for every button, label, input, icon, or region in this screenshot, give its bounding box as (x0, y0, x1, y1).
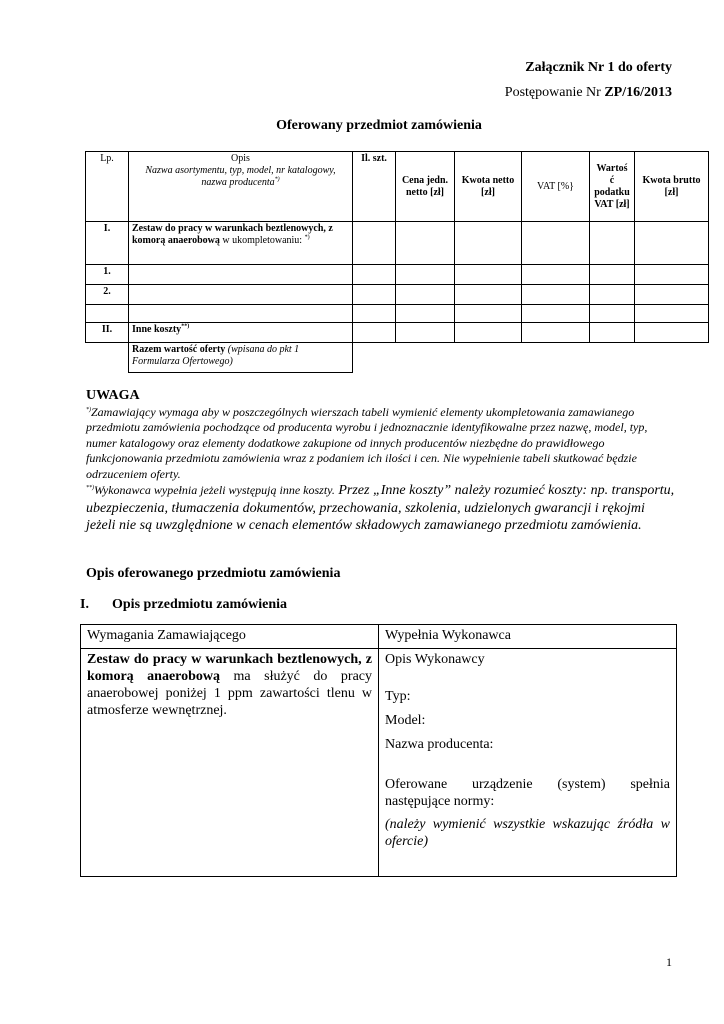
cell-gross[interactable] (635, 285, 709, 305)
cell-unit-price[interactable] (396, 305, 455, 323)
cell-unit-price[interactable] (396, 265, 455, 285)
section-heading (80, 597, 287, 613)
row-description-bold: Zestaw do pracy w warunkach beztlenowych, z komorą anaerobową (132, 223, 333, 246)
header-vat: VAT [%} (522, 152, 590, 222)
cell-vat-value[interactable] (590, 285, 635, 305)
header-opis-sup: *) (274, 176, 280, 183)
total-label: Razem wartość oferty (132, 344, 226, 355)
table-header-row (86, 152, 709, 222)
annex-label (525, 60, 672, 76)
cell-empty (353, 343, 709, 373)
row-lp: II. (86, 323, 129, 343)
procedure-number (505, 85, 672, 101)
cell-vat-value[interactable] (590, 305, 635, 323)
requirement-cell (81, 649, 379, 877)
norms-note: (należy wymienić wszystkie wskazując źródła w ofercie) (385, 817, 670, 849)
note-1-marker: *) (86, 407, 91, 413)
table-row (86, 265, 709, 285)
requirement-text: ma służyć do pracy anaerobowej poniżej 1 ppm zawartości tlenu w atmosferze wewnętrznej. (87, 669, 372, 718)
description-heading: Opis oferowanego przedmiotu zamówienia (86, 566, 341, 581)
section-number: I. (80, 597, 89, 612)
cell-net[interactable] (455, 285, 522, 305)
section-title: Opis przedmiotu zamówienia (112, 597, 287, 612)
cell-unit-price[interactable] (396, 222, 455, 265)
row-total (129, 343, 353, 373)
table-row-total (86, 343, 709, 373)
procedure-prefix: Postępowanie Nr (504, 85, 605, 100)
header-gross: Kwota brutto [zł] (635, 152, 709, 222)
note-2-text: Przez „Inne koszty” należy rozumieć koszty: np. transportu, ubezpieczenia, tłumaczenia dokumentów, przechowania, szkolenia, udzielonych gwarancji i rękojmi jeżeli nie są uwzględnione w cenach elementów składowych zamawianego przedmiotu zamówienia. (86, 483, 675, 533)
cell-vat[interactable] (522, 323, 590, 343)
other-costs-sup: **) (181, 323, 190, 330)
table-row (86, 323, 709, 343)
annex-text: Załącznik Nr 1 do oferty (525, 60, 672, 75)
cell-unit-price[interactable] (396, 285, 455, 305)
cell-description[interactable] (129, 285, 353, 305)
header-opis-title: Opis (231, 153, 250, 164)
note-2 (86, 482, 676, 535)
header-contractor: Wypełnia Wykonawca (379, 625, 677, 649)
page-number: 1 (666, 955, 672, 969)
table-row (86, 305, 709, 323)
table-row (86, 222, 709, 265)
type-label: Typ: (385, 689, 411, 704)
header-qty: Il. szt. (353, 152, 396, 222)
cell-net[interactable] (455, 323, 522, 343)
cell-description[interactable] (129, 305, 353, 323)
cell-gross[interactable] (635, 265, 709, 285)
cell-description[interactable] (129, 265, 353, 285)
offer-table (85, 151, 709, 373)
contractor-description-label: Opis Wykonawcy (385, 652, 485, 667)
producer-label: Nazwa producenta: (385, 737, 494, 752)
header-opis-sub: Nazwa asortymentu, typ, model, nr katalogowy, nazwa producenta (145, 165, 336, 188)
row-lp: I. (86, 222, 129, 265)
cell-empty (86, 343, 129, 373)
header-vat-value: Wartoś ć podatku VAT [zł] (590, 152, 635, 222)
requirements-table (80, 624, 677, 877)
requirements-row (81, 649, 677, 877)
cell-vat-value[interactable] (590, 222, 635, 265)
cell-unit-price[interactable] (396, 323, 455, 343)
header-lp: Lp. (86, 152, 129, 222)
cell-vat-value[interactable] (590, 323, 635, 343)
header-requirements: Wymagania Zamawiającego (81, 625, 379, 649)
cell-qty[interactable] (353, 265, 396, 285)
header-unit-price: Cena jedn. netto [zł] (396, 152, 455, 222)
cell-qty[interactable] (353, 323, 396, 343)
other-costs-label: Inne koszty (132, 324, 182, 335)
cell-gross[interactable] (635, 305, 709, 323)
cell-vat-value[interactable] (590, 265, 635, 285)
header-net: Kwota netto [zł] (455, 152, 522, 222)
note-2-marker: **) (86, 485, 94, 491)
row-description-sup: *) (304, 234, 310, 241)
cell-vat[interactable] (522, 285, 590, 305)
cell-gross[interactable] (635, 323, 709, 343)
total-note: (wpisana do pkt 1 Formularza Ofertowego) (132, 344, 300, 367)
cell-net[interactable] (455, 305, 522, 323)
row-other-costs (129, 323, 353, 343)
row-description (129, 222, 353, 265)
notes-heading: UWAGA (86, 388, 140, 403)
cell-qty[interactable] (353, 222, 396, 265)
cell-gross[interactable] (635, 222, 709, 265)
cell-net[interactable] (455, 265, 522, 285)
cell-lp (86, 305, 129, 323)
offer-title: Oferowany przedmiot zamówienia (276, 118, 482, 133)
norms-label: Oferowane urządzenie (system) spełnia następujące normy: (385, 777, 670, 809)
cell-net[interactable] (455, 222, 522, 265)
cell-qty[interactable] (353, 285, 396, 305)
procedure-id: ZP/16/2013 (604, 85, 672, 100)
cell-vat[interactable] (522, 222, 590, 265)
cell-vat[interactable] (522, 265, 590, 285)
note-2-text-small: Wykonawca wypełnia jeżeli występują inne koszty. (94, 483, 335, 497)
header-opis (129, 152, 353, 222)
row-description-rest: w ukompletowaniu: (219, 235, 305, 246)
note-1 (86, 405, 666, 482)
row-lp: 2. (86, 285, 129, 305)
requirements-header-row (81, 625, 677, 649)
row-lp: 1. (86, 265, 129, 285)
requirement-bold: Zestaw do pracy w warunkach beztlenowych, z komorą anaerobową (87, 652, 372, 684)
table-row (86, 285, 709, 305)
contractor-cell[interactable] (379, 649, 677, 877)
model-label: Model: (385, 713, 426, 728)
cell-vat[interactable] (522, 305, 590, 323)
note-1-text: Zamawiający wymaga aby w poszczególnych wierszach tabeli wymienić elementy ukompletowania zamawianego przedmiotu zamówienia pochodzące od producenta wyrobu i jednoznacznie identyfikowalne przez nazwę, model, typ, numer katalogowy oraz elementy dodatkowe zakupione od innych producentów niezbędne do prawidłowego funkcjonowania przedmiotu zamówienia wraz z podaniem ich ilości i cen. Nie wypełnienie tabeli skutkować będzie odrzuceniem oferty. (86, 405, 648, 481)
cell-qty[interactable] (353, 305, 396, 323)
